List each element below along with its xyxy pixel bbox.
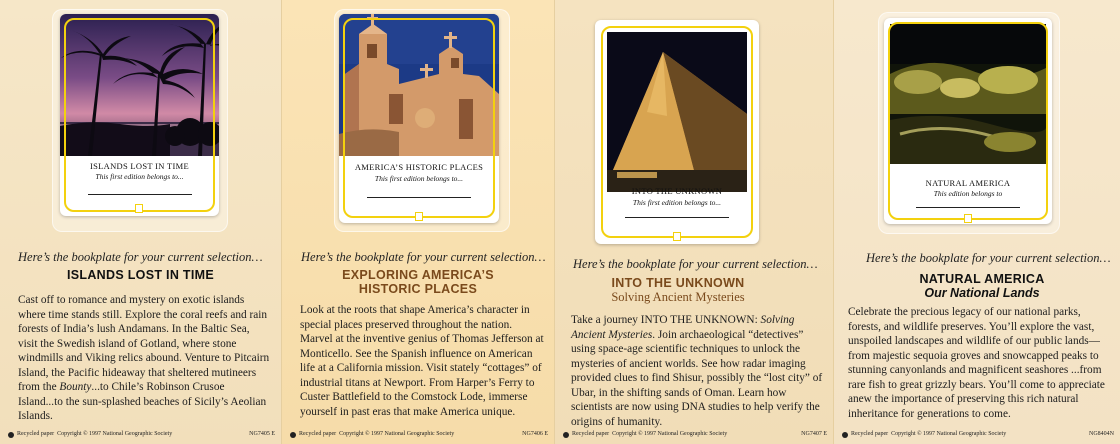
description-italic: Solving Ancient Mysteries [571, 314, 795, 341]
recycled-label: Recycled paper [572, 431, 610, 437]
panel-natural-america [833, 0, 1120, 444]
section-subheading: Solving Ancient Mysteries [611, 290, 745, 304]
recycled-label: Recycled paper [299, 431, 337, 437]
signature-line [916, 207, 1020, 208]
product-code: NG8404N [1089, 431, 1114, 437]
footer [290, 431, 548, 437]
panel-americas-historic-places [281, 0, 554, 444]
signature-line [88, 194, 192, 195]
copyright-label: Copyright © 1997 National Geographic Society [339, 431, 455, 437]
signature-line [625, 217, 729, 218]
footer [8, 431, 275, 437]
recycle-icon [842, 432, 848, 438]
copyright-label: Copyright © 1997 National Geographic Society [612, 431, 728, 437]
recycle-icon [290, 432, 296, 438]
plate-title: INTO THE UNKNOWN [631, 186, 723, 196]
plate-subtitle: This first edition belongs to... [632, 198, 722, 207]
intro-text: Here’s the bookplate for your current selection… [866, 251, 1111, 265]
signature-line [367, 197, 471, 198]
frame-tab [673, 232, 681, 241]
copyright-label: Copyright © 1997 National Geographic Society [57, 431, 173, 437]
product-code: NG7406 E [522, 431, 548, 437]
bookplate [339, 14, 499, 223]
copyright-label: Copyright © 1997 National Geographic Society [891, 431, 1007, 437]
description-italic: Bounty [59, 381, 92, 393]
product-code: NG7407 E [801, 431, 827, 437]
description-part: ...to Chile’s Robinson Crusoe Island...to the sun-splashed beaches of Sicily’s Aeolian Islands. [18, 381, 267, 422]
plate-subtitle: This edition belongs to [933, 189, 1003, 198]
intro-text: Here’s the bookplate for your current selection… [301, 250, 546, 264]
description-text: Look at the roots that shape America’s character in special places preserved throughout the nation. Marvel at the inventive genius of Thomas Jefferson at Monticello. See the Spanish influence on American life at a California mission. Visit stately “cottages” of industrial titans at Newport. From Harper’s Ferry to Custer Battlefield to the Comstock Lode, immerse yourself in past eras that make America unique. [300, 304, 544, 418]
description-text [18, 293, 270, 424]
plate-subtitle: This first edition belongs to... [374, 174, 464, 183]
plate-title: NATURAL AMERICA [925, 178, 1011, 188]
section-heading-line2: HISTORIC PLACES [358, 282, 478, 296]
product-code: NG7405 E [249, 431, 275, 437]
frame-tab [415, 212, 423, 221]
section-subheading: Our National Lands [924, 286, 1040, 300]
frame-tab [135, 204, 143, 213]
plate-subtitle: This first edition belongs to... [95, 172, 184, 181]
bookplate [595, 20, 759, 244]
recycle-icon [8, 432, 14, 438]
yellow-frame [343, 18, 495, 218]
recycle-icon [563, 432, 569, 438]
recycled-label: Recycled paper [851, 431, 889, 437]
bookplate [884, 18, 1052, 224]
section-heading: NATURAL AMERICA [919, 272, 1045, 286]
intro-text: Here’s the bookplate for your current selection… [573, 257, 818, 271]
intro-text: Here’s the bookplate for your current selection… [18, 250, 263, 264]
bookplate [60, 14, 219, 216]
plate-title: ISLANDS LOST IN TIME [90, 161, 189, 171]
recycled-label: Recycled paper [17, 431, 55, 437]
panel-islands-lost-in-time [0, 0, 281, 444]
section-heading: ISLANDS LOST IN TIME [67, 268, 214, 282]
plate-title: AMERICA’S HISTORIC PLACES [354, 162, 484, 172]
frame-tab [964, 214, 972, 223]
description-text: Celebrate the precious legacy of our national parks, forests, and wildlife preserves. You’ll explore the vast, unspoiled landscapes and wildlife of our public lands—from majestic sequoia groves and snowcapped peaks to stunning canyonlands and magnificent seashores ...from rare fish to great grizzly bears. You’ll come to appreciate anew the importance of preserving this rich natural inheritance for generations to come. [848, 306, 1105, 420]
footer [563, 431, 827, 437]
description-part: Cast off to romance and mystery on exotic islands where time stands still. Explore the coral reefs and rain forests of India’s lush Andamans. In the Baltic Sea, visit the Swedish island of Gotland, where stone windmills and Viking relics abound. Venture to Pitcairn Island, the Pacific hideaway that sheltered mutineers from the [18, 294, 270, 393]
description-text [571, 313, 823, 429]
description-part: . Join archaeological “detectives” using space-age scientific techniques to unlock the mysteries of ancient worlds. See how radar imaging provided clues to find Shisur, possibly the “lost city” of Ubar, in the shifting sands of Oman. Learn how scientists are now using DNA studies to help verify the origins of humanity. [571, 328, 823, 428]
section-heading-line1: EXPLORING AMERICA’S [342, 268, 494, 282]
section-heading: INTO THE UNKNOWN [611, 276, 745, 290]
panel-into-the-unknown [554, 0, 833, 444]
description-part: Take a journey INTO THE UNKNOWN: [571, 314, 761, 326]
footer [842, 431, 1114, 437]
yellow-frame [64, 18, 215, 212]
